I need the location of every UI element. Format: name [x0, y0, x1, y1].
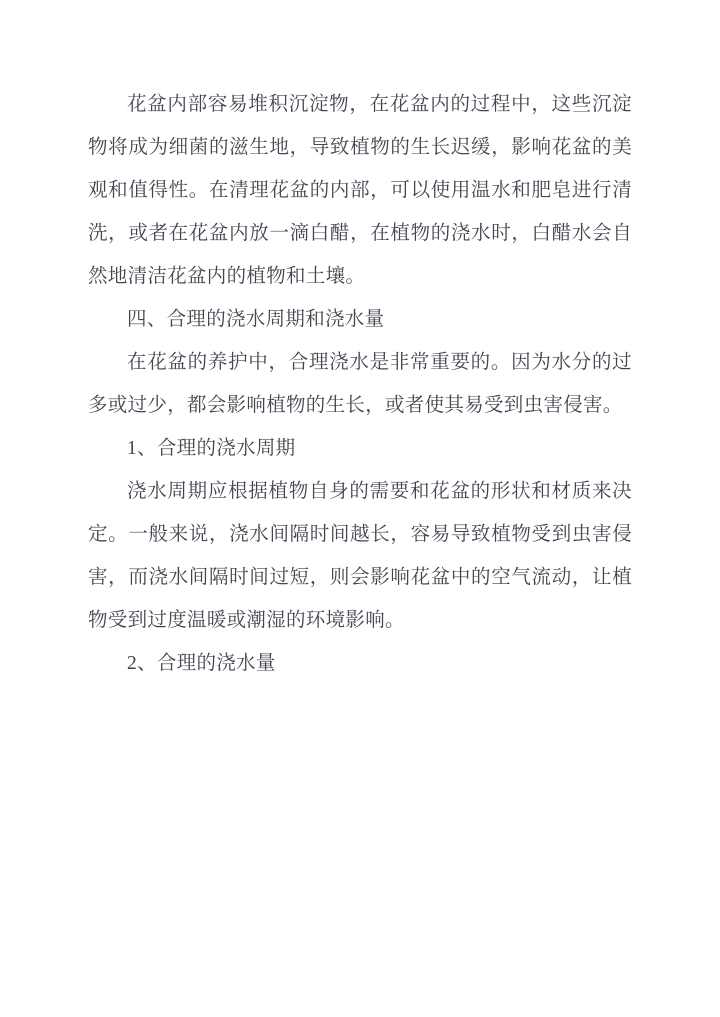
heading-section-four-watering-cycle-and-amount: 四、合理的浇水周期和浇水量 [127, 309, 385, 330]
paragraph-watering-importance: 在花盆的养护中，合理浇水是非常重要的。因为水分的过多或过少，都会影响植物的生长，或者使其易受到虫害侵害。 [88, 352, 632, 416]
paragraph-pot-sediment-cleaning: 花盆内部容易堆积沉淀物，在花盆内的过程中，这些沉淀物将成为细菌的滋生地，导致植物的生长迟缓，影响花盆的美观和值得性。在清理花盆的内部，可以使用温水和肥皂进行清洗，或者在花盆内放一滴白醋，在植物的浇水时，白醋水会自然地清洁花盆内的植物和土壤。 [88, 94, 632, 287]
subheading-1-watering-cycle: 1、合理的浇水周期 [127, 438, 296, 459]
subheading-2-watering-amount: 2、合理的浇水量 [127, 653, 276, 674]
paragraph-watering-cycle-detail: 浇水周期应根据植物自身的需要和花盆的形状和材质来决定。一般来说，浇水间隔时间越长，容易导致植物受到虫害侵害，而浇水间隔时间过短，则会影响花盆中的空气流动，让植物受到过度温暖或潮湿的环境影响。 [88, 481, 632, 631]
